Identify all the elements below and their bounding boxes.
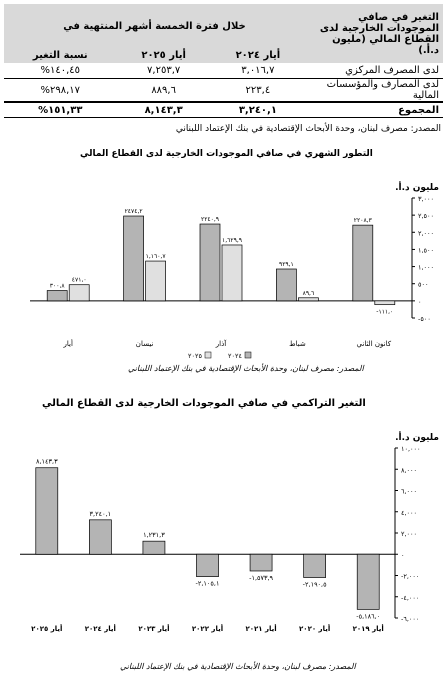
bar: [304, 554, 326, 577]
x-tick-label: نيسان: [135, 340, 154, 348]
y-tick-label: ٢,٠٠٠: [418, 229, 435, 238]
table-header-row: [4, 4, 443, 48]
table-row: [4, 79, 443, 103]
y-tick-label: ٤,٠٠٠: [401, 508, 418, 517]
legend-swatch-2024: [245, 352, 251, 358]
data-label: -٢,١٩٠,٥: [302, 580, 327, 589]
table-title: التغير في صافي الموجودات الخارجية لدى القطاع المالي (مليون د.أ.): [305, 4, 443, 63]
bar: [197, 554, 219, 576]
monthly-bar-chart: [0, 190, 447, 360]
x-tick-label: أيار ٢٠٢٥: [31, 625, 63, 633]
bar: [146, 261, 166, 301]
bar: [222, 245, 242, 301]
data-label: -١,٥٧٣,٩: [249, 573, 274, 582]
bar: [276, 269, 296, 301]
y-tick-label: ٠: [401, 551, 405, 560]
data-label: ٢٤٧٤,٢: [124, 208, 143, 216]
x-tick-label: أيار ٢٠٢٠: [299, 625, 331, 633]
chart2-title: التغير التراكمي في صافي الموجودات الخارجية لدى القطاع المالي: [42, 398, 366, 409]
x-tick-label: أيار ٢٠٢١: [245, 625, 277, 633]
data-label: ٨,١٤٣,٣: [35, 457, 58, 466]
total-value-2024: ٣,٢٤٠,١: [211, 102, 305, 118]
data-label: ٢٢٤٠,٩: [200, 216, 220, 224]
row-label: لدى المصرف المركزي: [305, 63, 443, 79]
y-tick-label: -٦,٠٠٠: [401, 615, 420, 623]
y-tick-label: -٢,٠٠٠: [401, 572, 420, 581]
x-tick-label: أيار ٢٠٢٣: [138, 625, 170, 633]
summary-table: [4, 4, 443, 118]
bar: [357, 554, 379, 609]
y-tick-label: ١,٥٠٠: [418, 246, 435, 255]
data-label: ١,٢٣١,٣: [143, 531, 165, 540]
row-label: لدى المصارف والمؤسسات المالية: [305, 79, 443, 103]
legend-label-2024: ٢٠٢٤: [228, 352, 242, 360]
row-value-2024: ٣,٠١٦,٧: [211, 63, 305, 79]
x-tick-label: كانون الثاني: [356, 340, 392, 348]
y-tick-label: ٣,٠٠٠: [418, 195, 435, 203]
col-header-2024: أيار ٢٠٢٤: [211, 48, 305, 63]
row-change: ٢٩٨,١٧%: [4, 79, 117, 103]
x-tick-label: أيار: [63, 340, 73, 348]
data-label: -٢,١٠٥,١: [195, 579, 220, 588]
y-tick-label: ٨,٠٠٠: [401, 466, 418, 475]
chart1-source: المصدر: مصرف لبنان، وحدة الأبحاث الإقتصادية في بنك الإعتماد اللبناني: [128, 364, 364, 373]
data-label: ٣٠٠,٨: [49, 282, 65, 290]
bar: [375, 301, 395, 305]
y-tick-label: ٢,٠٠٠: [401, 530, 418, 538]
cumulative-bar-chart: [0, 440, 447, 642]
y-tick-label: ٦,٠٠٠: [401, 487, 418, 496]
y-tick-label: ٢,٥٠٠: [418, 212, 435, 221]
chart1-unit: مليون د.أ.: [395, 183, 439, 193]
bar: [89, 520, 111, 554]
y-tick-label: ٥٠٠: [418, 280, 429, 289]
data-label: ٣,٢٤٠,١: [89, 509, 112, 518]
legend-label-2025: ٢٠٢٥: [188, 352, 202, 360]
period-header: خلال فترة الخمسة أشهر المنتهية في: [4, 4, 305, 48]
bar: [250, 554, 272, 571]
x-tick-label: أيار ٢٠٢٤: [84, 625, 116, 633]
bar: [200, 224, 220, 301]
col-header-2025: أيار ٢٠٢٥: [117, 48, 211, 63]
data-label: ١,٦٢٩,٩: [222, 236, 242, 244]
row-value-2024: ٢٢٣,٤: [211, 79, 305, 103]
chart1-title: التطور الشهري في صافي الموجودات الخارجية لدى القطاع المالي: [80, 149, 373, 159]
y-tick-label: -٥٠٠: [418, 315, 431, 323]
total-label: المجموع: [305, 102, 443, 118]
y-tick-label: ١,٠٠٠: [418, 263, 435, 272]
table-total-row: [4, 102, 443, 118]
chart2-source: المصدر: مصرف لبنان، وحدة الأبحاث الإقتصادية في بنك الإعتماد اللبناني: [120, 662, 356, 671]
x-tick-label: آذار: [215, 340, 227, 348]
total-value-2025: ٨,١٤٣,٣: [117, 102, 211, 118]
col-header-change: نسبة التغير: [4, 48, 117, 63]
bar: [124, 216, 144, 301]
x-tick-label: شباط: [289, 340, 306, 348]
data-label: ٢٢٠٨,٣: [353, 217, 372, 225]
bar: [69, 285, 89, 301]
bar: [298, 298, 318, 301]
x-tick-label: أيار ٢٠٢٢: [191, 625, 224, 633]
data-label: ٤٧١,٠: [71, 276, 87, 284]
data-label: -١١١,٠: [376, 308, 394, 316]
x-tick-label: أيار ٢٠١٩: [352, 625, 384, 633]
table-source: المصدر: مصرف لبنان، وحدة الأبحاث الإقتصادية في بنك الإعتماد اللبناني: [175, 124, 441, 134]
row-value-2025: ٨٨٩,٦: [117, 79, 211, 103]
y-tick-label: ٠: [418, 297, 422, 306]
data-label: ١,١٦٠,٧: [145, 253, 166, 261]
bar: [47, 291, 67, 301]
bar: [36, 468, 58, 555]
row-change: ١٤٠,٤٥%: [4, 63, 117, 79]
y-tick-label: -٤,٠٠٠: [401, 593, 420, 602]
bar: [353, 225, 373, 301]
total-change: ١٥١,٣٣%: [4, 102, 117, 118]
data-label: ٩٢٩,١: [278, 261, 294, 269]
table-row: [4, 63, 443, 79]
chart2-unit: مليون د.أ.: [395, 433, 439, 443]
row-value-2025: ٧,٢٥٣,٧: [117, 63, 211, 79]
data-label: ٨٩,٦: [302, 289, 315, 297]
legend-swatch-2025: [205, 352, 211, 358]
data-label: -٥,١٨٦,٠: [356, 612, 381, 621]
bar: [143, 541, 165, 554]
y-tick-label: ١٠,٠٠٠: [401, 445, 421, 453]
